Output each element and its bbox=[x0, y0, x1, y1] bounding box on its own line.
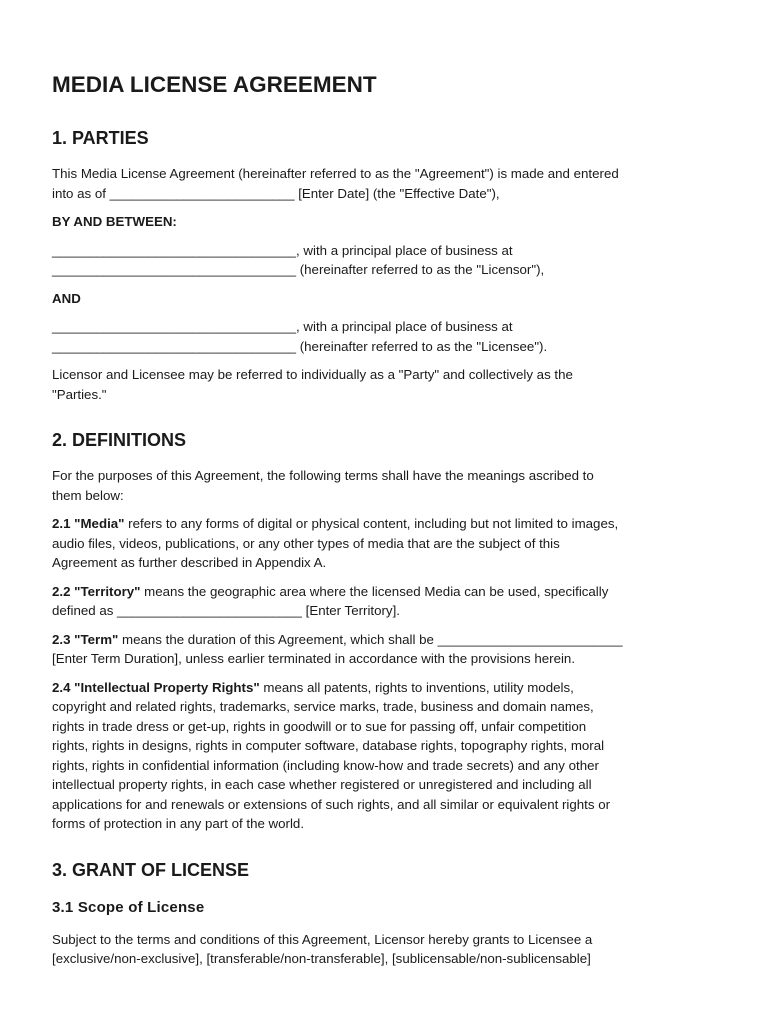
text-line: Licensor and Licensee may be referred to individually as a "Party" and collectively as the bbox=[52, 367, 573, 382]
defined-term: 2.4 "Intellectual Property Rights" bbox=[52, 679, 260, 695]
text-line bbox=[52, 678, 718, 698]
definition-term bbox=[52, 630, 718, 669]
licensee-block bbox=[52, 317, 718, 356]
text-line bbox=[52, 582, 718, 602]
definitions-intro-paragraph bbox=[52, 466, 718, 505]
text-line: "Parties." bbox=[52, 386, 107, 402]
section-grant-of-license bbox=[52, 858, 718, 969]
section-heading-definitions: 2. DEFINITIONS bbox=[52, 430, 187, 450]
definition-text: refers to any forms of digital or physical content, including but not limited to images, bbox=[124, 516, 619, 531]
text-line: Subject to the terms and conditions of this Agreement, Licensor hereby grants to Licensee a bbox=[52, 931, 593, 947]
text-line: forms of protection in any part of the world. bbox=[52, 816, 305, 831]
definition-text: means the duration of this Agreement, which shall be _________________________ bbox=[118, 631, 623, 647]
text-line: For the purposes of this Agreement, the following terms shall have the meanings ascribed to bbox=[52, 468, 594, 483]
section-heading-parties: 1. PARTIES bbox=[52, 128, 149, 148]
defined-term: 2.3 "Term" bbox=[52, 631, 119, 647]
text-line: intellectual property rights, in each case whether registered or unregistered and including all bbox=[52, 777, 592, 792]
definition-ip-rights bbox=[52, 678, 718, 834]
text-line: _________________________________, with a principal place of business at bbox=[52, 319, 513, 334]
scope-paragraph bbox=[52, 930, 718, 969]
definition-text: means all patents, rights to inventions, utility models, bbox=[259, 679, 574, 695]
text-line: rights, rights in confidential information (including know-how and trade secrets) and any other bbox=[52, 757, 599, 773]
parties-intro-paragraph bbox=[52, 164, 718, 203]
text-line: them below: bbox=[52, 487, 124, 503]
text-line: _________________________________ (hereinafter referred to as the "Licensee"). bbox=[52, 338, 548, 354]
definition-territory bbox=[52, 582, 718, 621]
text-line: copyright and related rights, trademarks, service marks, trade, business and domain names, bbox=[52, 699, 594, 714]
definition-text: means the geographic area where the licensed Media can be used, specifically bbox=[140, 583, 609, 599]
section-definitions bbox=[52, 428, 718, 834]
parties-closing-paragraph bbox=[52, 365, 718, 404]
text-line: [Enter Term Duration], unless earlier terminated in accordance with the provisions herein. bbox=[52, 651, 576, 666]
defined-term: 2.1 "Media" bbox=[52, 516, 125, 531]
licensor-block bbox=[52, 241, 718, 280]
text-line: defined as _________________________ [Enter Territory]. bbox=[52, 603, 400, 618]
defined-term: 2.2 "Territory" bbox=[52, 583, 141, 599]
text-line: rights, rights in designs, rights in computer software, database rights, topography rights, moral bbox=[52, 738, 605, 753]
text-line: into as of _________________________ [Enter Date] (the "Effective Date"), bbox=[52, 185, 500, 201]
document-title: MEDIA LICENSE AGREEMENT bbox=[52, 72, 377, 97]
and-label: AND bbox=[52, 290, 81, 306]
text-line: _________________________________, with a principal place of business at bbox=[52, 242, 513, 258]
text-line: This Media License Agreement (hereinafter referred to as the "Agreement") is made and entered bbox=[52, 166, 619, 181]
text-line: applications for and renewals or extensions of such rights, and all similar or equivalent rights or bbox=[52, 796, 611, 812]
text-line bbox=[52, 514, 718, 534]
text-line: _________________________________ (hereinafter referred to as the "Licensor"), bbox=[52, 262, 545, 277]
text-line: [exclusive/non-exclusive], [transferable/non-transferable], [sublicensable/non-sublicensable] bbox=[52, 951, 591, 966]
between-label: BY AND BETWEEN: bbox=[52, 214, 177, 229]
text-line: Agreement as further described in Appendix A. bbox=[52, 555, 327, 570]
text-line: audio files, videos, publications, or any other types of media that are the subject of this bbox=[52, 535, 560, 551]
section-parties bbox=[52, 126, 718, 404]
text-line bbox=[52, 630, 718, 650]
definition-media bbox=[52, 514, 718, 573]
section-heading-grant: 3. GRANT OF LICENSE bbox=[52, 859, 250, 880]
subsection-heading-scope: 3.1 Scope of License bbox=[52, 898, 205, 916]
text-line: rights in trade dress or get-up, rights in goodwill or to sue for passing off, unfair competition bbox=[52, 718, 587, 734]
